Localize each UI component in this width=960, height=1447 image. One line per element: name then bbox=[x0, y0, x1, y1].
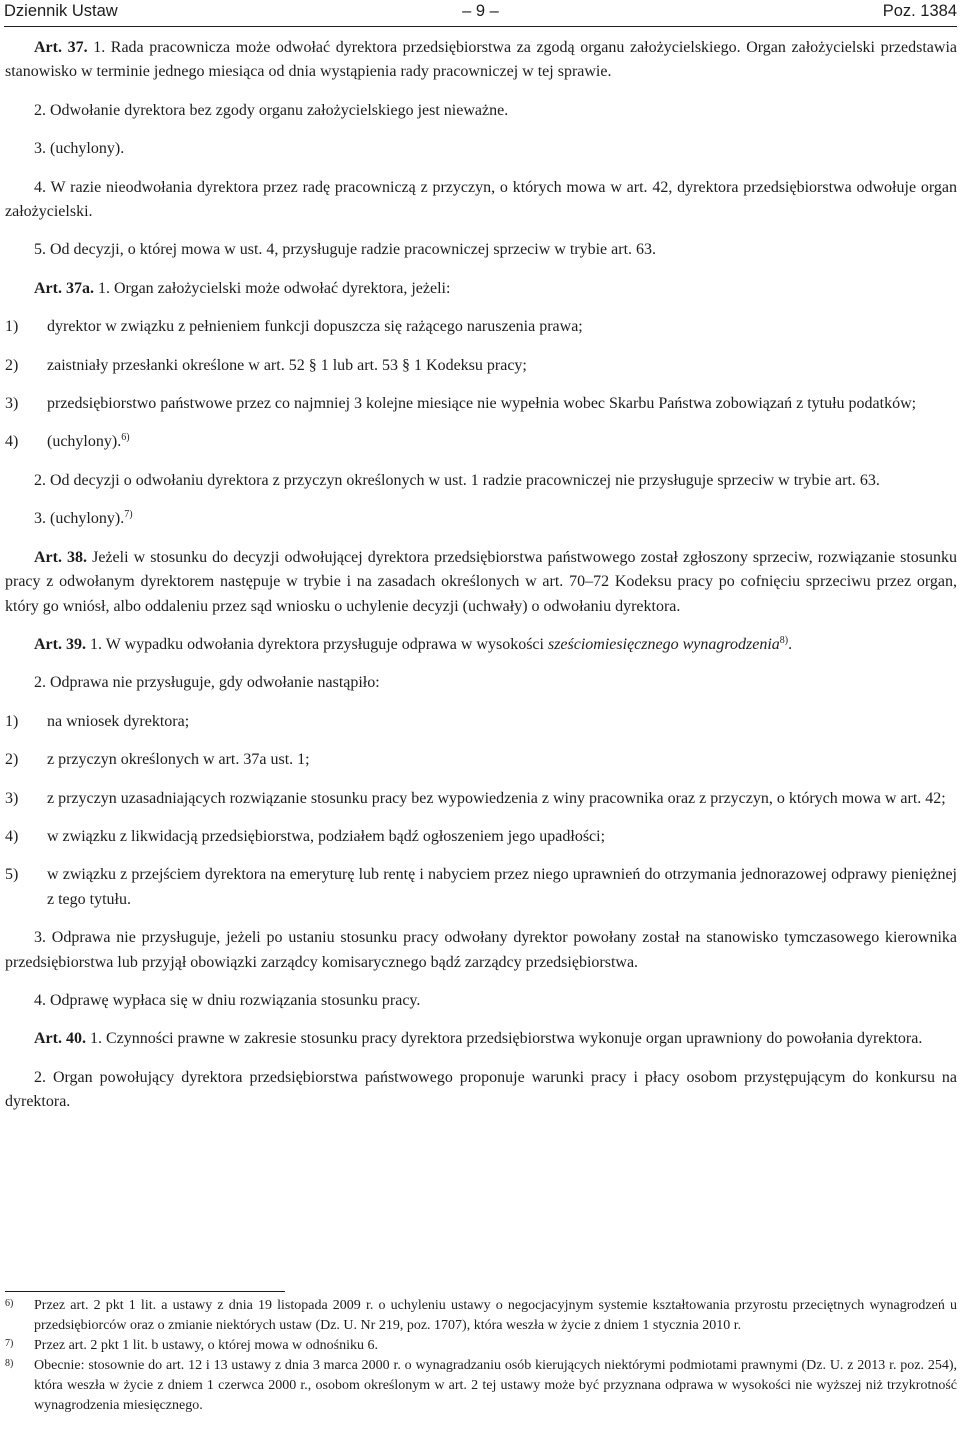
art38-par: Art. 38. Jeżeli w stosunku do decyzji odwołującej dyrektora przedsiębiorstwa państwowego został zgłoszony sprzeciw, rozwiązanie stosunku pracy z odwołanym dyrektorem następuje w trybie i na zasadach określonych w art. 70–72 Kodeksu pracy po cofnięciu sprzeciwu przez organ, który go wniósł, albo oddaleniu przez sąd wniosku o uchylenie decyzji (uchwały) o odwołaniu dyrektora. bbox=[5, 548, 958, 615]
art37a-par3: 3. (uchylony).$^{7)}$ bbox=[34, 509, 133, 528]
art37-par1: Art. 37. 1. Rada pracownicza może odwołać dyrektora przedsiębiorstwa za zgodą organu założycielskiego. Organ założycielski przedstawia stanowisko w terminie jednego miesiąca od dnia wystąpienia rady pracowniczej w tej sprawie. bbox=[5, 39, 958, 81]
art37a-par1: Art. 37a. 1. Organ założycielski może odwołać dyrektora, jeżeli: bbox=[34, 279, 451, 297]
footnote-separator bbox=[5, 1291, 285, 1292]
article-label: Art. 37a. bbox=[34, 279, 94, 297]
footnote-ref[interactable]: 7) bbox=[124, 509, 133, 521]
document-body bbox=[5, 36, 957, 1129]
art39-par2: 2. Odprawa nie przysługuje, gdy odwołanie nastąpiło: bbox=[34, 674, 380, 692]
page-number: – 9 – bbox=[462, 2, 499, 20]
article-label: Art. 40. bbox=[34, 1030, 86, 1048]
list-item: 2) z przyczyn określonych w art. 37a ust. 1; bbox=[5, 751, 310, 769]
art37a-par2: 2. Od decyzji o odwołaniu dyrektora z przyczyn określonych w ust. 1 radzie pracowniczej nie przysługuje sprzeciw w trybie art. 63. bbox=[34, 471, 880, 489]
art40-par1: Art. 40. 1. Czynności prawne w zakresie stosunku pracy dyrektora przedsiębiorstwa wykonuje organ uprawniony do powołania dyrektora. bbox=[34, 1030, 923, 1048]
list-item: 1) dyrektor w związku z pełnieniem funkcji dopuszcza się rażącego naruszenia prawa; bbox=[5, 318, 583, 336]
list-item: 4) (uchylony).$^{6)}$ bbox=[5, 432, 130, 451]
footnote-ref[interactable]: 8) bbox=[779, 634, 789, 646]
list-item: 3) przedsiębiorstwo państwowe przez co najmniej 3 kolejne miesiące nie wypełnia wobec Skarbu Państwa zobowiązań z tytułu podatków; bbox=[5, 395, 917, 413]
list-item: 3) z przyczyn uzasadniających rozwiązanie stosunku pracy bez wypowiedzenia z winy pracownika oraz z przyczyn, o których mowa w art. 42; bbox=[5, 789, 946, 807]
footnote: 7) Przez art. 2 pkt 1 lit. b ustawy, o której mowa w odnośniku 6. bbox=[5, 1338, 378, 1353]
article-label: Art. 37. bbox=[34, 39, 88, 56]
art37-par3: 3. (uchylony). bbox=[34, 140, 125, 158]
list-item: 5) w związku z przejściem dyrektora na emeryturę lub rentę i nabyciem przez niego uprawnień do otrzymania jednorazowej odprawy pieniężnej z tego tytułu. bbox=[5, 866, 957, 908]
art39-par3: 3. Odprawa nie przysługuje, jeżeli po ustaniu stosunku pracy odwołany dyrektor powołany został na stanowisko tymczasowego kierownika przedsiębiorstwa lub przyjął obowiązki zarządcy komisarycznego bądź zarządcy przedsiębiorstwa. bbox=[5, 929, 957, 971]
art37-par5: 5. Od decyzji, o której mowa w ust. 4, przysługuje radzie pracowniczej sprzeciw w trybie art. 63. bbox=[34, 241, 657, 259]
article-label: Art. 39. bbox=[34, 635, 86, 653]
art39-par4: 4. Odprawę wypłaca się w dniu rozwiązania stosunku pracy. bbox=[34, 991, 421, 1009]
art39-par1: Art. 39. 1. W wypadku odwołania dyrektora przysługuje odprawa w wysokości sześciomiesięcznego wynagrodzenia$^{8)}$. bbox=[34, 634, 793, 653]
list-item: 4) w związku z likwidacją przedsiębiorstwa, podziałem bądź ogłoszeniem jego upadłości; bbox=[5, 827, 606, 845]
art37-par4: 4. W razie nieodwołania dyrektora przez radę pracowniczą z przyczyn, o których mowa w art. 42, dyrektora przedsiębiorstwa odwołuje organ założycielski. bbox=[5, 178, 957, 221]
article-label: Art. 38. bbox=[34, 548, 88, 566]
amended-phrase: sześciomiesięcznego wynagrodzenia bbox=[547, 635, 780, 653]
art37-par2: 2. Odwołanie dyrektora bez zgody organu założycielskiego jest nieważne. bbox=[34, 101, 509, 119]
position-number: Poz. 1384 bbox=[882, 2, 957, 20]
list-item: 1) na wniosek dyrektora; bbox=[5, 712, 190, 730]
journal-title: Dziennik Ustaw bbox=[4, 2, 118, 20]
footnotes bbox=[5, 1296, 957, 1416]
footnote-ref[interactable]: 6) bbox=[121, 432, 130, 444]
art40-par2: 2. Organ powołujący dyrektora przedsiębiorstwa państwowego proponuje warunki pracy i płacy osobom przystępującym do konkursu na dyrektora. bbox=[5, 1068, 957, 1111]
list-item: 2) zaistniały przesłanki określone w art. 52 § 1 lub art. 53 § 1 Kodeksu pracy; bbox=[5, 356, 527, 374]
footnote: 8) Obecnie: stosownie do art. 12 i 13 ustawy z dnia 3 marca 2000 r. o wynagradzaniu osób kierujących niektórymi podmiotami prawnymi (Dz. U. z 2013 r. poz. 254), która weszła w życie z dniem 1 czerwca 2000 r., osobom określonym w art. 2 tej ustawy może być przyznana odprawa w wysokości nie wyższej niż trzykrotność wynagrodzenia miesięcznego. bbox=[5, 1358, 957, 1413]
footnote: 6) Przez art. 2 pkt 1 lit. a ustawy z dnia 19 listopada 2009 r. o uchyleniu ustawy o negocjacyjnym systemie kształtowania przyrostu przeciętnych wynagrodzeń u przedsiębiorców oraz o zmianie niektórych ustaw (Dz. U. Nr 219, poz. 1707), która weszła w życie z dniem 1 stycznia 2010 r. bbox=[5, 1298, 957, 1333]
page-header bbox=[4, 0, 957, 27]
